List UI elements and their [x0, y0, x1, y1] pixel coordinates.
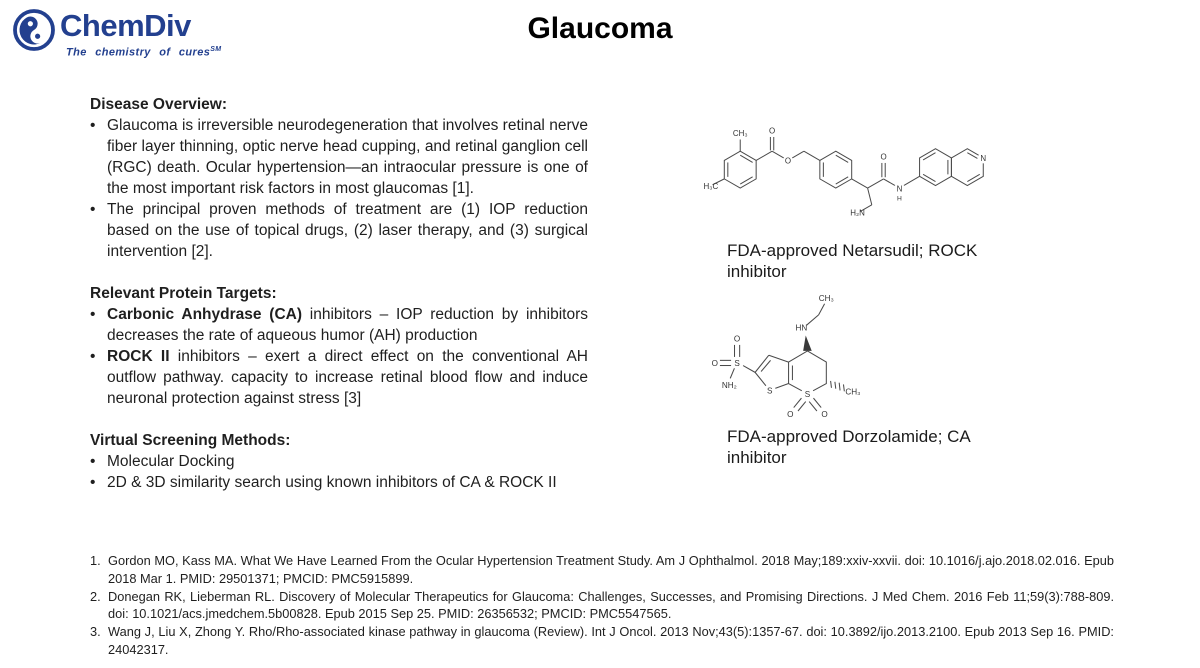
reference-number: 3. [90, 624, 101, 640]
atom-label: N [980, 153, 987, 163]
atom-label: S [766, 386, 773, 396]
atom-label: O [880, 152, 887, 162]
main-text-column [90, 94, 588, 493]
references-section [90, 552, 1114, 659]
bullet-marker: • [90, 117, 96, 134]
reference-text: Wang J, Liu X, Zhong Y. Rho/Rho-associated kinase pathway in glaucoma (Review). Int J Oncol. 2013 Nov;43(5):1357-67. doi: 10.3892/ijo.2013.2100. Epub 2013 Sep 16. PMID: 24042317. [108, 624, 1114, 657]
atom-label: NH₂ [721, 380, 737, 390]
atom-label: CH₃ [732, 129, 748, 139]
bullet-marker: • [90, 201, 96, 218]
list-item [90, 472, 588, 493]
overview-bullet-1: Glaucoma is irreversible neurodegeneration that involves retinal nerve fiber layer thinning, optic nerve head cupping, and retinal ganglion cell (RGC) death. Ocular hypertension—an intraocular pressure is one of the most important risk factors in most glaucomas [1]. [107, 117, 588, 197]
list-item [90, 451, 588, 472]
netarsudil-caption: FDA-approved Netarsudil; ROCK inhibitor [727, 241, 978, 281]
reference-item [90, 552, 1114, 588]
list-item [90, 346, 588, 409]
list-item [90, 199, 588, 262]
structures-column [700, 116, 1005, 468]
brand-name: ChemDiv [60, 8, 191, 43]
page-title: Glaucoma [527, 12, 673, 45]
netarsudil-structure-drawing [700, 116, 995, 225]
brand-tagline: The chemistry of cures℠ [66, 46, 222, 59]
atom-label: S [734, 358, 740, 368]
atom-label: CH₃ [845, 387, 861, 397]
atom-label: CH₃ [818, 294, 834, 304]
reference-number: 2. [90, 588, 101, 604]
atom-label: O [711, 358, 718, 368]
bullet-marker: • [90, 306, 96, 323]
target-name-ca: Carbonic Anhydrase (CA) [107, 306, 303, 323]
atom-label: O [784, 156, 792, 166]
atom-label: S [804, 389, 811, 399]
bullet-marker: • [90, 348, 96, 365]
atom-label: N [896, 184, 903, 194]
target-name-rock: ROCK II [107, 348, 170, 365]
target-bullet-ca: Carbonic Anhydrase (CA) inhibitors – IOP reduction by inhibitors decreases the rate of aqueous humor (AH) production [107, 306, 588, 344]
reference-item [90, 623, 1114, 659]
target-bullet-rock: ROCK II inhibitors – exert a direct effect on the conventional AH outflow pathway. capacity to increase retinal blood flow and induce neuronal protection against stress [3] [107, 348, 589, 407]
bullet-marker: • [90, 453, 96, 470]
screening-methods-heading: Virtual Screening Methods: [90, 432, 291, 449]
disease-overview-heading: Disease Overview: [90, 96, 228, 113]
protein-targets-heading: Relevant Protein Targets: [90, 285, 277, 302]
disease-overview-list [90, 115, 588, 262]
atom-label: H₂N [850, 208, 865, 218]
tagline-service-mark: SM [210, 46, 222, 53]
atom-label: HN [795, 323, 808, 333]
bullet-marker: • [90, 474, 96, 491]
atom-label: H [897, 195, 902, 203]
list-item [90, 115, 588, 199]
overview-bullet-2: The principal proven methods of treatment are (1) IOP reduction based on the use of topical drugs, (2) laser therapy, and (3) surgical intervention [2]. [107, 201, 588, 260]
dorzolamide-caption: FDA-approved Dorzolamide; CA inhibitor [727, 427, 970, 467]
screening-bullet-1: Molecular Docking [107, 453, 235, 470]
reference-text: Donegan RK, Lieberman RL. Discovery of Molecular Therapeutics for Glaucoma: Challenges, Successes, and Promising Directions. J Med Chem. 2016 Feb 11;59(3):788-809. doi: 10.1021/acs.jmedchem.5b00828. Epub 2015 Sep 25. PMID: 26356532; PMCID: PMC5547565. [108, 588, 1114, 622]
reference-number: 1. [90, 553, 101, 568]
screening-bullet-2: 2D & 3D similarity search using known inhibitors of CA & ROCK II [107, 474, 557, 491]
protein-targets-list [90, 304, 588, 409]
dorzolamide-structure-drawing [706, 290, 878, 423]
references-list [90, 552, 1114, 659]
atom-label: O [821, 409, 828, 419]
reference-text: Gordon MO, Kass MA. What We Have Learned From the Ocular Hypertension Treatment Study. Am J Ophthalmol. 2018 May;189:xxiv-xxvii. doi: 10.1016/j.ajo.2018.02.016. Epub 2018 Mar 1. PMID: 29501371; PMCID: PMC5915899. [108, 553, 1114, 586]
screening-methods-list [90, 451, 588, 493]
atom-label: O [733, 334, 741, 344]
atom-label: O [768, 126, 776, 136]
list-item [90, 304, 588, 346]
reference-item [90, 588, 1114, 624]
atom-label: O [787, 409, 794, 419]
atom-label: H₃C [703, 181, 719, 191]
